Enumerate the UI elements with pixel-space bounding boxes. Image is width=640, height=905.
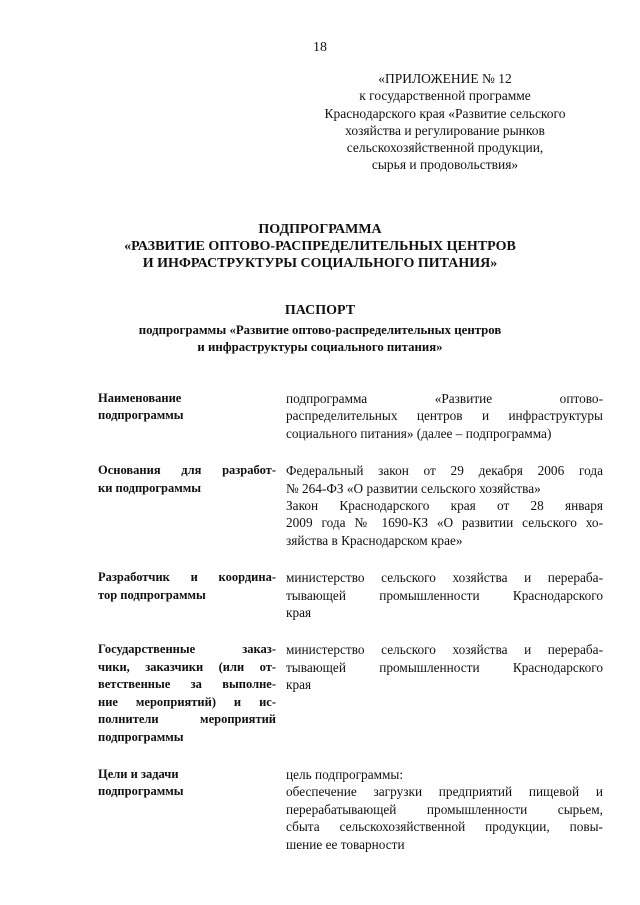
row-value xyxy=(286,462,603,549)
passport-subtitle xyxy=(0,322,640,356)
row-label xyxy=(98,462,276,549)
appendix-line: сельскохозяйственной продукции, xyxy=(346,140,544,156)
row-value-line: 2009 года № 1690-КЗ «О развитии сельского хо- xyxy=(286,515,603,531)
row-label-line: Наименование xyxy=(98,391,182,405)
row-value-line: обеспечение загрузки предприятий пищевой и xyxy=(286,784,603,800)
row-value-line: тывающей промышленности Краснодарского xyxy=(286,587,603,603)
page-number: 18 xyxy=(313,40,327,55)
row-label-line: Разработчик и координа- xyxy=(98,570,276,585)
row-label-line: тор подпрограммы xyxy=(98,587,206,602)
row-label-line: ние мероприятий) и ис- xyxy=(98,694,276,709)
row-value-line: № 264-ФЗ «О развитии сельского хозяйства» xyxy=(286,480,541,496)
row-value-line: перерабатывающей промышленности сырьем, xyxy=(286,801,603,817)
appendix-line: Краснодарского края «Развитие сельского xyxy=(324,105,566,121)
row-value-line: министерство сельского хозяйства и перераба- xyxy=(286,570,603,586)
appendix-line: «ПРИЛОЖЕНИЕ № 12 xyxy=(378,71,512,86)
row-label-line: Основания для разработ- xyxy=(98,463,276,478)
row-label-line: чики, заказчики (или от- xyxy=(98,659,276,674)
row-value-line: зяйства в Краснодарском крае» xyxy=(286,532,463,548)
row-value-line: Федеральный закон от 29 декабря 2006 года xyxy=(286,463,603,479)
row-value-line: сбыта сельскохозяйственной продукции, повы- xyxy=(286,819,603,835)
appendix-line: сырья и продовольствия» xyxy=(371,157,519,173)
row-value-line: распределительных центров и инфраструктуры xyxy=(286,408,603,424)
row-value-line: социального питания» (далее – подпрограмма) xyxy=(286,425,552,441)
row-label-line: Цели и задачи xyxy=(98,766,179,781)
passport-row-developer xyxy=(98,569,603,621)
row-value-line: края xyxy=(286,677,312,693)
subprogram-title xyxy=(0,221,640,272)
subprogram-title-line: «РАЗВИТИЕ ОПТОВО-РАСПРЕДЕЛИТЕЛЬНЫХ ЦЕНТРОВ xyxy=(124,239,516,254)
row-value xyxy=(286,766,603,853)
row-label-line: подпрограммы xyxy=(98,729,184,744)
row-value-line: цель подпрограммы: xyxy=(286,766,404,782)
appendix-heading xyxy=(300,70,590,174)
row-label-line: полнители мероприятий xyxy=(98,712,276,727)
passport-row-name xyxy=(98,390,603,442)
row-value xyxy=(286,641,603,745)
row-label-line: ветственные за выполне- xyxy=(98,677,276,692)
row-value xyxy=(286,569,603,621)
row-value xyxy=(286,390,603,442)
row-label xyxy=(98,569,276,621)
row-value-line: тывающей промышленности Краснодарского xyxy=(286,659,603,675)
row-value-line: края xyxy=(286,605,312,621)
subprogram-title-line: И ИНФРАСТРУКТУРЫ СОЦИАЛЬНОГО ПИТАНИЯ» xyxy=(142,256,498,271)
row-label-line: ки подпрограммы xyxy=(98,480,202,495)
appendix-line: к государственной программе xyxy=(359,88,531,104)
row-label-line: Государственные заказ- xyxy=(98,642,276,657)
passport-row-customers xyxy=(98,641,603,745)
row-value-line: подпрограмма «Развитие оптово- xyxy=(286,391,603,406)
passport-title: ПАСПОРТ xyxy=(284,303,356,318)
row-value-line: Закон Краснодарского края от 28 января xyxy=(286,498,603,514)
passport-subtitle-line: подпрограммы «Развитие оптово-распределительных центров xyxy=(138,323,502,337)
row-label xyxy=(98,390,276,442)
row-label xyxy=(98,766,276,853)
passport-row-goals xyxy=(98,766,603,853)
passport-subtitle-line: и инфраструктуры социального питания» xyxy=(197,340,443,354)
passport-row-basis xyxy=(98,462,603,549)
row-label xyxy=(98,641,276,745)
subprogram-title-line: ПОДПРОГРАММА xyxy=(258,222,382,237)
passport-table xyxy=(98,390,603,873)
row-label-line: подпрограммы xyxy=(98,408,184,423)
row-value-line: шение ее товарности xyxy=(286,836,405,852)
row-label-line: подпрограммы xyxy=(98,784,184,799)
row-value-line: министерство сельского хозяйства и перераба- xyxy=(286,642,603,658)
appendix-line: хозяйства и регулирование рынков xyxy=(345,122,545,138)
